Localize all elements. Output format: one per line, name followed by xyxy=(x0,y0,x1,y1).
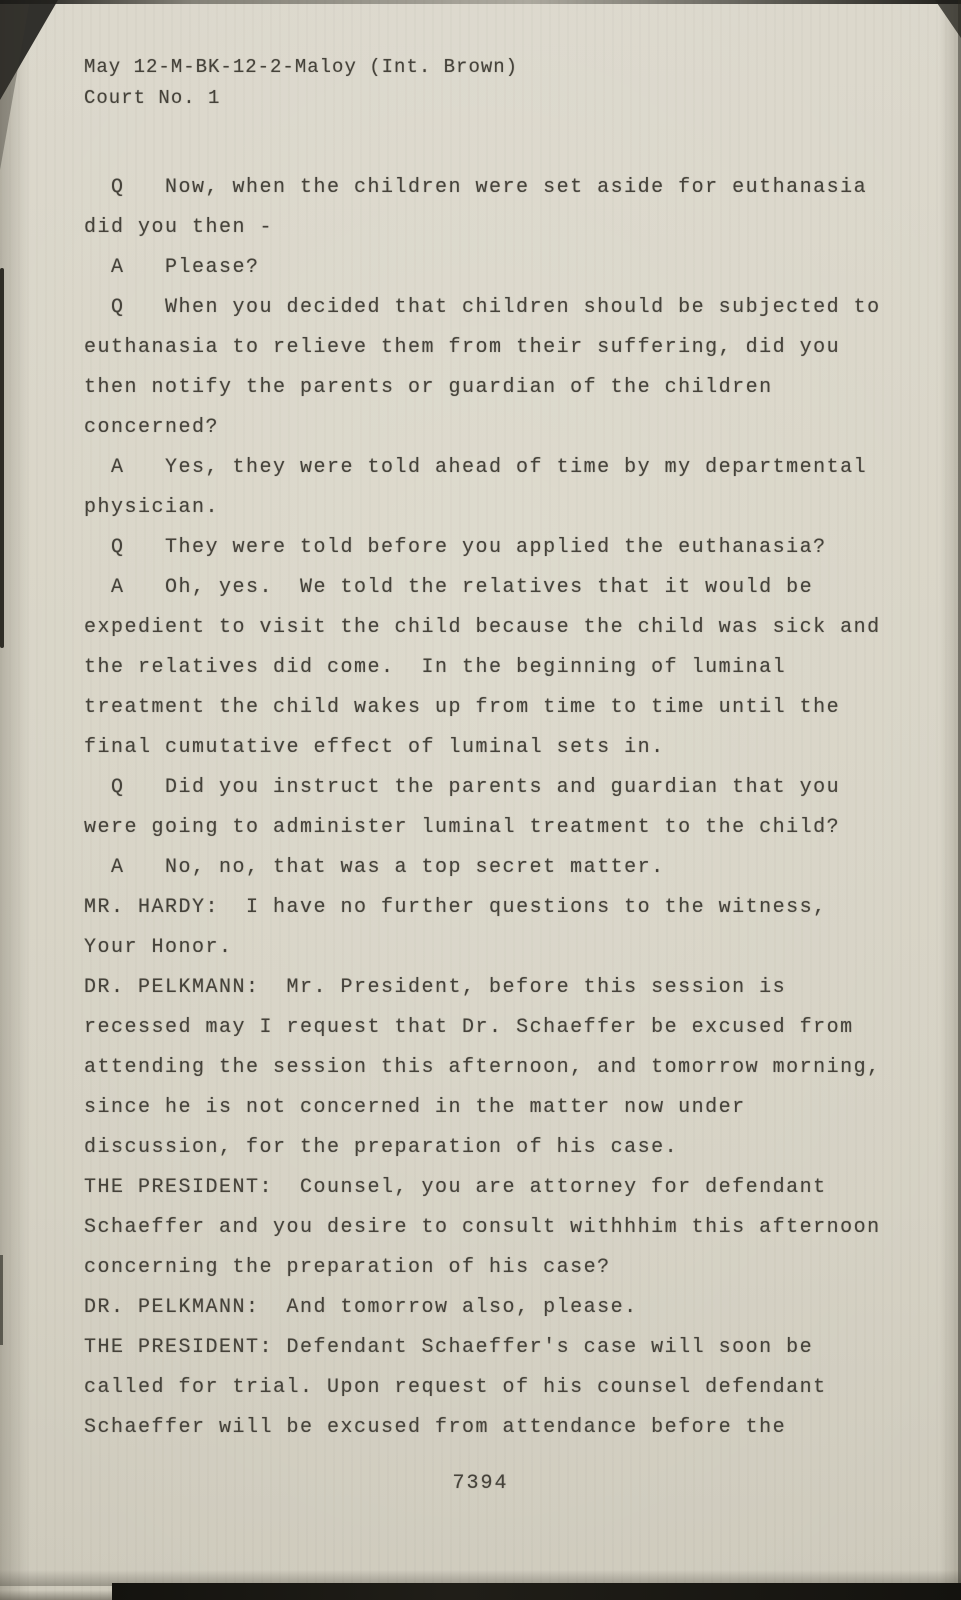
transcript-answer: A Please? xyxy=(111,256,260,279)
scan-corner-top-left-dark xyxy=(0,0,58,100)
scan-corner-top-left-shade xyxy=(0,0,30,170)
transcript-question: Q Did you instruct the parents and guardian that you were going to administer luminal treatment to the child? xyxy=(84,776,854,839)
header-docket-line: May 12-M-BK-12-2-Maloy (Int. Brown) xyxy=(84,56,519,78)
scan-edge-left-mark-lower xyxy=(0,1255,3,1345)
transcript-speaker-statement: THE PRESIDENT: Defendant Schaeffer's case will soon be called for trial. Upon request of his counsel defendant Schaeffer will be excused from attendance before the xyxy=(84,1336,841,1439)
transcript-question: Q When you decided that children should be subjected to euthanasia to relieve them from their suffering, did you then notify the parents or guardian of the children concerned? xyxy=(84,296,895,439)
scan-edge-bottom-dark-band xyxy=(112,1583,961,1600)
transcript-question: Q Now, when the children were set aside for euthanasia did you then - xyxy=(84,176,881,239)
page-number: 7394 xyxy=(452,1472,509,1495)
transcript-body xyxy=(84,168,895,1448)
transcript-speaker-statement: MR. HARDY: I have no further questions to the witness, Your Honor. xyxy=(84,896,841,959)
header-court-line: Court No. 1 xyxy=(84,87,221,109)
page-header xyxy=(84,52,884,114)
transcript-speaker-statement: THE PRESIDENT: Counsel, you are attorney for defendant Schaeffer and you desire to consult withhhim this afternoon concerning the preparation of his case? xyxy=(84,1176,895,1279)
scan-edge-left-mark xyxy=(0,268,4,648)
transcript-speaker-statement: DR. PELKMANN: Mr. President, before this session is recessed may I request that Dr. Schaeffer be excused from attending the session this afternoon, and tomorrow morning, since he is not concerned in the matter now under discussion, for the preparation of his case. xyxy=(84,976,895,1159)
page-content xyxy=(84,52,895,1448)
transcript-speaker-statement: DR. PELKMANN: And tomorrow also, please. xyxy=(84,1296,638,1319)
transcript-answer: A Oh, yes. We told the relatives that it would be expedient to visit the child because the child was sick and the relatives did come. In the beginning of luminal treatment the child wakes up from time to time until the final cumutative effect of luminal sets in. xyxy=(84,576,895,759)
scan-edge-bottom-left-shade xyxy=(0,1590,112,1600)
scan-edge-top xyxy=(0,0,961,4)
scan-corner-top-right-dark xyxy=(935,0,961,38)
transcript-answer: A Yes, they were told ahead of time by my departmental physician. xyxy=(84,456,881,519)
scan-edge-bottom-shadow xyxy=(0,1570,961,1586)
transcript-answer: A No, no, that was a top secret matter. xyxy=(111,856,665,879)
transcript-question: Q They were told before you applied the euthanasia? xyxy=(111,536,827,559)
